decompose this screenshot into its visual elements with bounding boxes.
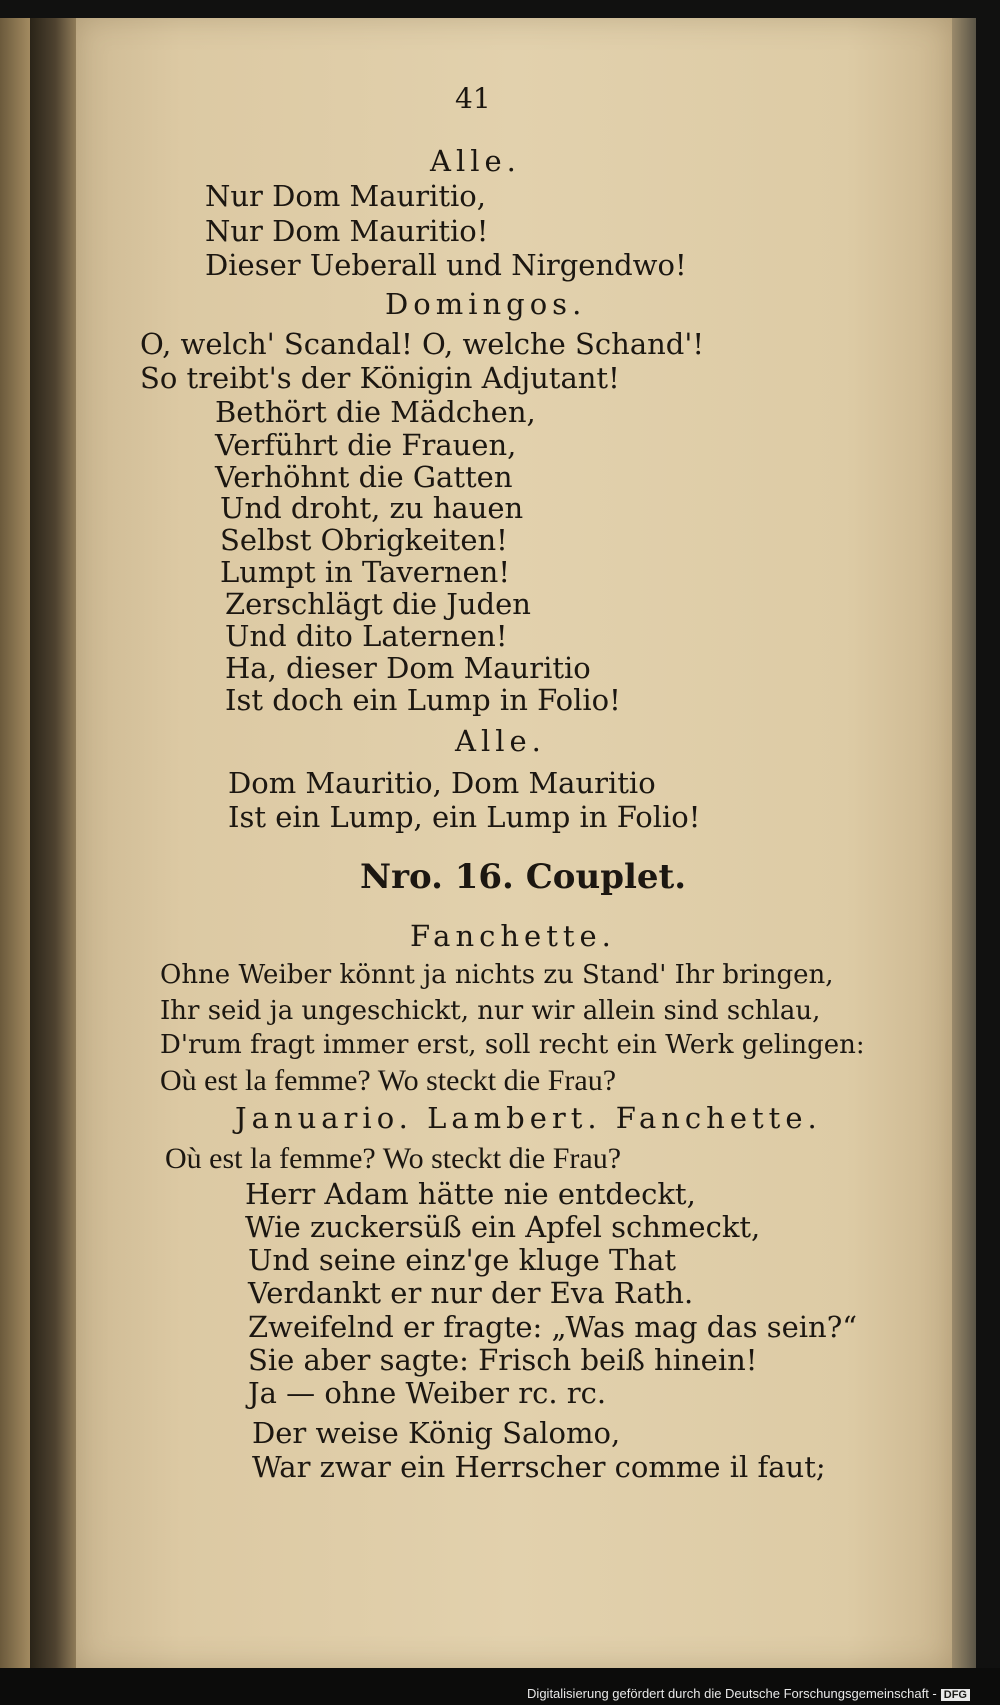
verse-line: Und dito Laternen! xyxy=(225,619,508,653)
verse-line: Zerschlägt die Juden xyxy=(225,587,531,621)
verse-line: Und seine einz'ge kluge That xyxy=(248,1243,677,1277)
page-number: 41 xyxy=(455,82,491,115)
verse-line: Selbst Obrigkeiten! xyxy=(220,523,508,557)
verse-line: Où est la femme? Wo steckt die Frau? xyxy=(160,1064,617,1097)
verse-line: Dieser Ueberall und Nirgendwo! xyxy=(205,248,687,282)
verse-line: Ha, dieser Dom Mauritio xyxy=(225,651,591,685)
left-page-edge xyxy=(0,18,30,1668)
verse-line: Bethört die Mädchen, xyxy=(215,395,536,429)
verse-line: Zweifelnd er fragte: „Was mag das sein?“ xyxy=(248,1310,858,1344)
verse-line: O, welch' Scandal! O, welche Schand'! xyxy=(140,327,704,361)
section-heading: Nro. 16. Couplet. xyxy=(360,857,687,897)
verse-line: Lumpt in Tavernen! xyxy=(220,555,510,589)
verse-line: Où est la femme? Wo steckt die Frau? xyxy=(165,1142,622,1175)
verse-line: Nur Dom Mauritio, xyxy=(205,179,486,213)
credit-text: Digitalisierung gefördert durch die Deutsche Forschungsgemeinschaft - xyxy=(527,1686,937,1701)
verse-line: Herr Adam hätte nie entdeckt, xyxy=(245,1177,696,1211)
verse-line: Ohne Weiber könnt ja nichts zu Stand' Ihr bringen, xyxy=(160,960,834,990)
dfg-logo: DFG xyxy=(941,1689,970,1701)
right-page-edge xyxy=(952,18,976,1668)
verse-line: Ist doch ein Lump in Folio! xyxy=(225,683,621,717)
verse-line: Ist ein Lump, ein Lump in Folio! xyxy=(228,800,701,834)
verse-line: Wie zuckersüß ein Apfel schmeckt, xyxy=(245,1210,761,1244)
digitization-credit xyxy=(527,1686,970,1701)
speaker-label: Januario. Lambert. Fanchette. xyxy=(235,1101,822,1135)
verse-line: So treibt's der Königin Adjutant! xyxy=(140,361,620,395)
verse-line: Ihr seid ja ungeschickt, nur wir allein sind schlau, xyxy=(160,996,821,1026)
verse-line: Verführt die Frauen, xyxy=(215,428,517,462)
speaker-label: Alle. xyxy=(455,724,546,758)
verse-line: Verhöhnt die Gatten xyxy=(215,460,513,494)
verse-line: Nur Dom Mauritio! xyxy=(205,214,489,248)
verse-line: Dom Mauritio, Dom Mauritio xyxy=(228,766,656,800)
verse-line: Sie aber sagte: Frisch beiß hinein! xyxy=(248,1343,758,1377)
verse-line: Ja — ohne Weiber rc. rc. xyxy=(248,1376,607,1410)
verse-line: Verdankt er nur der Eva Rath. xyxy=(248,1276,694,1310)
speaker-label: Alle. xyxy=(430,144,521,178)
verse-line: Der weise König Salomo, xyxy=(252,1416,621,1450)
speaker-label: Domingos. xyxy=(385,287,587,321)
verse-line: War zwar ein Herrscher comme il faut; xyxy=(252,1450,826,1484)
book-gutter xyxy=(30,18,76,1668)
speaker-label: Fanchette. xyxy=(410,919,616,953)
verse-line: Und droht, zu hauen xyxy=(220,491,524,525)
verse-line: D'rum fragt immer erst, soll recht ein Werk gelingen: xyxy=(160,1030,865,1060)
